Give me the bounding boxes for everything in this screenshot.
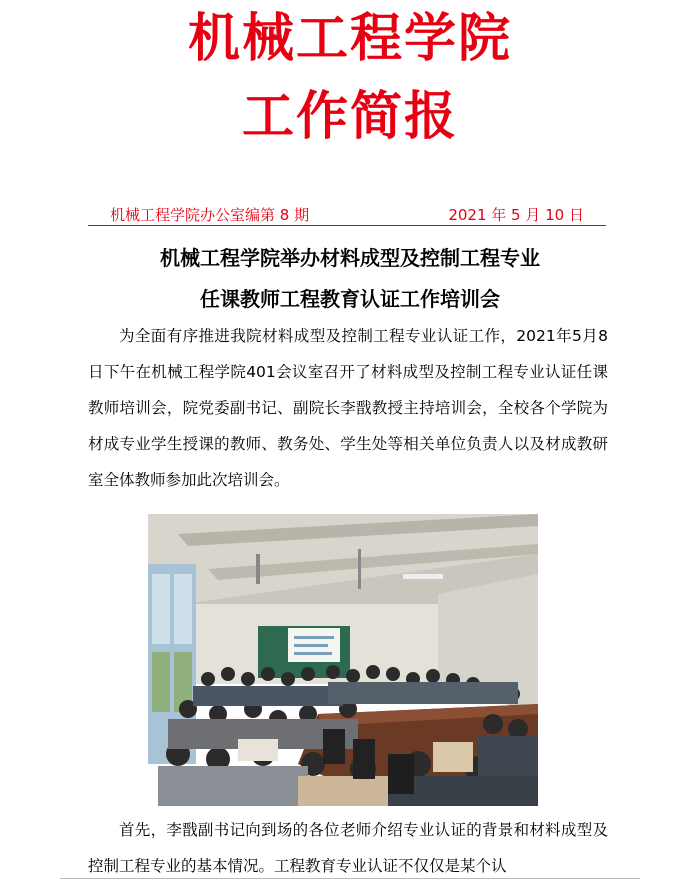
page-bottom-rule [60,878,640,879]
issue-info-bar [88,203,606,226]
masthead-college-name: 机械工程学院 [187,9,512,69]
article-title-line-2: 任课教师工程教育认证工作培训会 [200,287,500,311]
article-title-line-1: 机械工程学院举办材料成型及控制工程专业 [160,246,540,270]
masthead-briefing-title: 工作简报 [241,87,458,147]
issue-office: 机械工程学院办公室编第 8 期 [110,206,310,224]
issue-date: 2021 年 5 月 10 日 [448,206,584,224]
meeting-photo [148,514,538,806]
article-paragraph-1: 为全面有序推进我院材料成型及控制工程专业认证工作，2021年5月8日下午在机械工程学院401会议室召开了材料成型及控制工程专业认证任课教师培训会，院党委副书记、副院长李戬教授主持培训会，全校各个学院为材成专业学生授课的教师、教务处、学生处等相关单位负责人以及材成教研室全体教师参加此次培训会。 [88,327,608,489]
article-paragraph-2: 首先，李戬副书记向到场的各位老师介绍专业认证的背景和材料成型及控制工程专业的基本情况。工程教育专业认证不仅仅是某个认 [88,821,608,875]
